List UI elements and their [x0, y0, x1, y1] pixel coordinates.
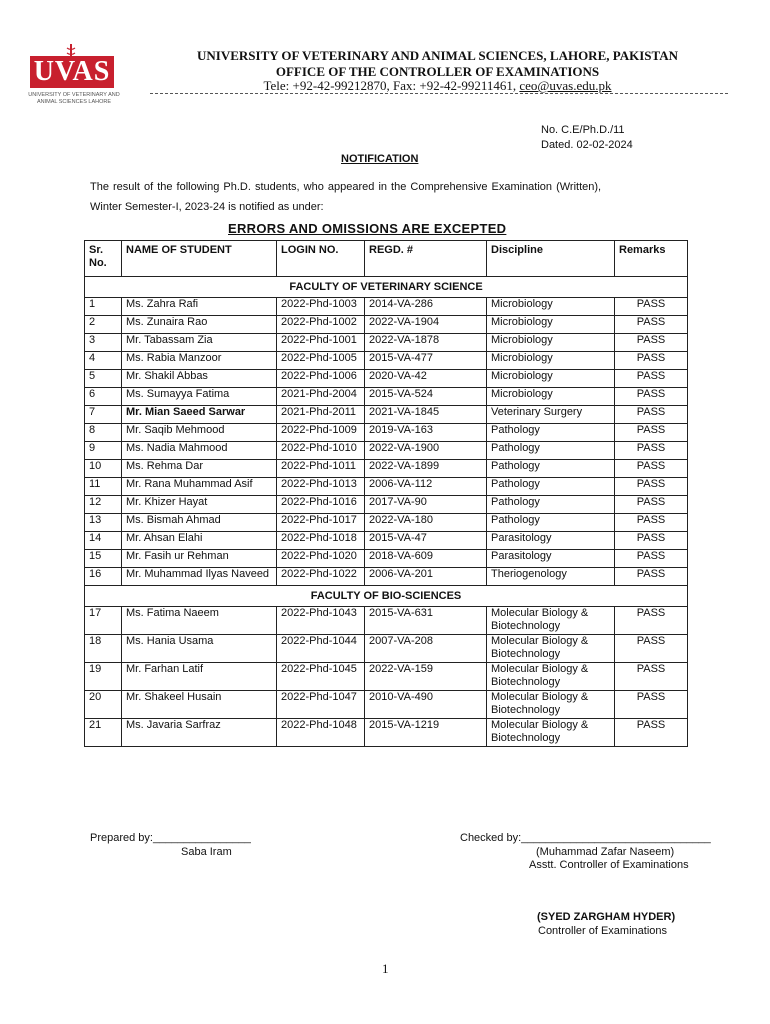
- logo-subtext: UNIVERSITY OF VETERINARY AND ANIMAL SCIENCES LAHORE: [28, 92, 120, 105]
- cell-regd: 2006-VA-201: [365, 568, 487, 586]
- controller-title: Controller of Examinations: [538, 925, 668, 937]
- table-row: [85, 406, 688, 424]
- cell-discipline: Pathology: [487, 424, 615, 442]
- cell-sr: 16: [85, 568, 122, 586]
- cell-discipline: Pathology: [487, 460, 615, 478]
- cell-discipline: Microbiology: [487, 316, 615, 334]
- cell-login: 2021-Phd-2004: [277, 388, 365, 406]
- cell-name: Mr. Tabassam Zia: [122, 334, 277, 352]
- table-row: [85, 298, 688, 316]
- cell-discipline: Microbiology: [487, 388, 615, 406]
- cell-discipline: Pathology: [487, 496, 615, 514]
- table-row: [85, 663, 688, 691]
- cell-remarks: PASS: [615, 460, 688, 478]
- checked-by-title: Asstt. Controller of Examinations: [529, 859, 689, 871]
- uvas-logo: [28, 44, 120, 114]
- ref-number: No. C.E/Ph.D./11: [541, 124, 625, 136]
- cell-name: Mr. Shakeel Husain: [122, 691, 277, 719]
- contact-line: Tele: +92-42-99212870, Fax: +92-42-99211461, ceo@uvas.edu.pk: [263, 78, 612, 93]
- cell-remarks: PASS: [615, 568, 688, 586]
- cell-remarks: PASS: [615, 370, 688, 388]
- cell-regd: 2022-VA-180: [365, 514, 487, 532]
- prepared-by-name: Saba Iram: [181, 846, 232, 858]
- faculty-vet-row: [85, 277, 688, 298]
- cell-sr: 10: [85, 460, 122, 478]
- cell-remarks: PASS: [615, 478, 688, 496]
- table-row: [85, 568, 688, 586]
- cell-login: 2022-Phd-1016: [277, 496, 365, 514]
- cell-discipline: Theriogenology: [487, 568, 615, 586]
- cell-name: Ms. Rehma Dar: [122, 460, 277, 478]
- cell-remarks: PASS: [615, 532, 688, 550]
- checked-by-label: Checked by:_______________________________: [460, 832, 711, 844]
- cell-regd: 2015-VA-1219: [365, 719, 487, 747]
- cell-sr: 9: [85, 442, 122, 460]
- checked-by-name: (Muhammad Zafar Naseem): [536, 846, 675, 858]
- cell-login: 2022-Phd-1047: [277, 691, 365, 719]
- logo-wordmark: UVAS: [30, 56, 114, 88]
- cell-remarks: PASS: [615, 334, 688, 352]
- cell-discipline: Molecular Biology & Biotechnology: [487, 691, 615, 719]
- table-row: [85, 334, 688, 352]
- cell-regd: 2019-VA-163: [365, 424, 487, 442]
- cell-regd: 2021-VA-1845: [365, 406, 487, 424]
- cell-discipline: Microbiology: [487, 370, 615, 388]
- dated: Dated. 02-02-2024: [541, 139, 633, 151]
- faculty-heading: FACULTY OF VETERINARY SCIENCE: [85, 277, 688, 298]
- cell-sr: 18: [85, 635, 122, 663]
- cell-regd: 2006-VA-112: [365, 478, 487, 496]
- cell-sr: 14: [85, 532, 122, 550]
- errors-heading: ERRORS AND OMISSIONS ARE EXCEPTED: [228, 221, 507, 236]
- cell-login: 2022-Phd-1045: [277, 663, 365, 691]
- cell-regd: 2018-VA-609: [365, 550, 487, 568]
- column-header-name: NAME OF STUDENT: [122, 241, 277, 277]
- intro-line-1: The result of the following Ph.D. students, who appeared in the Comprehensive Examination (Written),: [90, 181, 602, 193]
- table-row: [85, 388, 688, 406]
- prepared-by-label: Prepared by:________________: [90, 832, 251, 844]
- cell-name: Mr. Ahsan Elahi: [122, 532, 277, 550]
- column-header-sr: Sr. No.: [85, 241, 122, 277]
- cell-sr: 21: [85, 719, 122, 747]
- controller-name: (SYED ZARGHAM HYDER): [537, 911, 676, 923]
- table-row: [85, 550, 688, 568]
- cell-regd: 2020-VA-42: [365, 370, 487, 388]
- cell-sr: 11: [85, 478, 122, 496]
- cell-regd: 2007-VA-208: [365, 635, 487, 663]
- table-row: [85, 719, 688, 747]
- cell-login: 2022-Phd-1013: [277, 478, 365, 496]
- cell-remarks: PASS: [615, 691, 688, 719]
- university-name: UNIVERSITY OF VETERINARY AND ANIMAL SCIENCES, LAHORE, PAKISTAN: [197, 48, 678, 63]
- cell-regd: 2017-VA-90: [365, 496, 487, 514]
- cell-discipline: Pathology: [487, 442, 615, 460]
- faculty-bio-row: [85, 586, 688, 607]
- header-divider: [150, 93, 728, 94]
- cell-remarks: PASS: [615, 316, 688, 334]
- cell-remarks: PASS: [615, 550, 688, 568]
- cell-name: Ms. Zunaira Rao: [122, 316, 277, 334]
- cell-discipline: Molecular Biology & Biotechnology: [487, 719, 615, 747]
- table-row: [85, 532, 688, 550]
- cell-regd: 2015-VA-524: [365, 388, 487, 406]
- cell-login: 2022-Phd-1003: [277, 298, 365, 316]
- faculty-heading: FACULTY OF BIO-SCIENCES: [85, 586, 688, 607]
- cell-name: Ms. Nadia Mahmood: [122, 442, 277, 460]
- cell-login: 2022-Phd-1001: [277, 334, 365, 352]
- cell-discipline: Molecular Biology & Biotechnology: [487, 663, 615, 691]
- table-row: [85, 316, 688, 334]
- cell-sr: 13: [85, 514, 122, 532]
- cell-name: Mr. Mian Saeed Sarwar: [122, 406, 277, 424]
- cell-regd: 2015-VA-477: [365, 352, 487, 370]
- cell-login: 2022-Phd-1044: [277, 635, 365, 663]
- cell-remarks: PASS: [615, 514, 688, 532]
- cell-login: 2022-Phd-1002: [277, 316, 365, 334]
- cell-discipline: Parasitology: [487, 550, 615, 568]
- cell-regd: 2022-VA-159: [365, 663, 487, 691]
- cell-name: Mr. Muhammad Ilyas Naveed: [122, 568, 277, 586]
- cell-sr: 2: [85, 316, 122, 334]
- cell-login: 2022-Phd-1043: [277, 607, 365, 635]
- cell-login: 2021-Phd-2011: [277, 406, 365, 424]
- page-number: 1: [382, 961, 389, 976]
- cell-discipline: Microbiology: [487, 298, 615, 316]
- cell-sr: 4: [85, 352, 122, 370]
- cell-name: Ms. Sumayya Fatima: [122, 388, 277, 406]
- cell-name: Mr. Khizer Hayat: [122, 496, 277, 514]
- notification-title: NOTIFICATION: [341, 153, 419, 165]
- table-row: [85, 370, 688, 388]
- cell-sr: 12: [85, 496, 122, 514]
- cell-name: Mr. Saqib Mehmood: [122, 424, 277, 442]
- table-row: [85, 635, 688, 663]
- cell-name: Mr. Rana Muhammad Asif: [122, 478, 277, 496]
- cell-remarks: PASS: [615, 719, 688, 747]
- cell-remarks: PASS: [615, 607, 688, 635]
- cell-regd: 2022-VA-1904: [365, 316, 487, 334]
- table-row: [85, 424, 688, 442]
- cell-login: 2022-Phd-1018: [277, 532, 365, 550]
- cell-login: 2022-Phd-1009: [277, 424, 365, 442]
- cell-sr: 17: [85, 607, 122, 635]
- cell-sr: 1: [85, 298, 122, 316]
- cell-remarks: PASS: [615, 298, 688, 316]
- table-row: [85, 691, 688, 719]
- cell-discipline: Pathology: [487, 514, 615, 532]
- cell-discipline: Pathology: [487, 478, 615, 496]
- cell-sr: 8: [85, 424, 122, 442]
- cell-discipline: Molecular Biology & Biotechnology: [487, 635, 615, 663]
- cell-regd: 2022-VA-1878: [365, 334, 487, 352]
- cell-remarks: PASS: [615, 424, 688, 442]
- cell-login: 2022-Phd-1010: [277, 442, 365, 460]
- cell-remarks: PASS: [615, 388, 688, 406]
- column-header-discipline: Discipline: [487, 241, 615, 277]
- intro-line-2: Winter Semester-I, 2023-24 is notified as under:: [90, 201, 324, 213]
- table-row: [85, 442, 688, 460]
- cell-remarks: PASS: [615, 442, 688, 460]
- cell-regd: 2022-VA-1899: [365, 460, 487, 478]
- cell-sr: 6: [85, 388, 122, 406]
- table-header-row: [85, 241, 688, 277]
- cell-remarks: PASS: [615, 496, 688, 514]
- cell-name: Ms. Hania Usama: [122, 635, 277, 663]
- cell-login: 2022-Phd-1005: [277, 352, 365, 370]
- cell-remarks: PASS: [615, 663, 688, 691]
- results-table: [84, 240, 688, 747]
- cell-regd: 2010-VA-490: [365, 691, 487, 719]
- cell-remarks: PASS: [615, 406, 688, 424]
- cell-regd: 2022-VA-1900: [365, 442, 487, 460]
- cell-discipline: Veterinary Surgery: [487, 406, 615, 424]
- table-row: [85, 514, 688, 532]
- cell-login: 2022-Phd-1006: [277, 370, 365, 388]
- cell-discipline: Parasitology: [487, 532, 615, 550]
- cell-name: Ms. Fatima Naeem: [122, 607, 277, 635]
- cell-name: Mr. Fasih ur Rehman: [122, 550, 277, 568]
- cell-name: Mr. Farhan Latif: [122, 663, 277, 691]
- cell-name: Mr. Shakil Abbas: [122, 370, 277, 388]
- cell-name: Ms. Javaria Sarfraz: [122, 719, 277, 747]
- cell-name: Ms. Bismah Ahmad: [122, 514, 277, 532]
- table-row: [85, 460, 688, 478]
- cell-login: 2022-Phd-1017: [277, 514, 365, 532]
- column-header-regd: REGD. #: [365, 241, 487, 277]
- cell-login: 2022-Phd-1048: [277, 719, 365, 747]
- cell-name: Ms. Zahra Rafi: [122, 298, 277, 316]
- cell-sr: 7: [85, 406, 122, 424]
- table-row: [85, 496, 688, 514]
- email-link[interactable]: ceo@uvas.edu.pk: [519, 78, 612, 93]
- table-row: [85, 352, 688, 370]
- cell-login: 2022-Phd-1020: [277, 550, 365, 568]
- cell-name: Ms. Rabia Manzoor: [122, 352, 277, 370]
- cell-login: 2022-Phd-1011: [277, 460, 365, 478]
- office-name: OFFICE OF THE CONTROLLER OF EXAMINATIONS: [275, 64, 600, 79]
- cell-login: 2022-Phd-1022: [277, 568, 365, 586]
- cell-discipline: Microbiology: [487, 352, 615, 370]
- cell-sr: 15: [85, 550, 122, 568]
- cell-discipline: Molecular Biology & Biotechnology: [487, 607, 615, 635]
- cell-regd: 2014-VA-286: [365, 298, 487, 316]
- cell-remarks: PASS: [615, 352, 688, 370]
- table-row: [85, 607, 688, 635]
- column-header-remarks: Remarks: [615, 241, 688, 277]
- cell-regd: 2015-VA-47: [365, 532, 487, 550]
- cell-remarks: PASS: [615, 635, 688, 663]
- cell-sr: 3: [85, 334, 122, 352]
- cell-regd: 2015-VA-631: [365, 607, 487, 635]
- cell-sr: 20: [85, 691, 122, 719]
- column-header-login: LOGIN NO.: [277, 241, 365, 277]
- table-row: [85, 478, 688, 496]
- cell-sr: 19: [85, 663, 122, 691]
- cell-sr: 5: [85, 370, 122, 388]
- cell-discipline: Microbiology: [487, 334, 615, 352]
